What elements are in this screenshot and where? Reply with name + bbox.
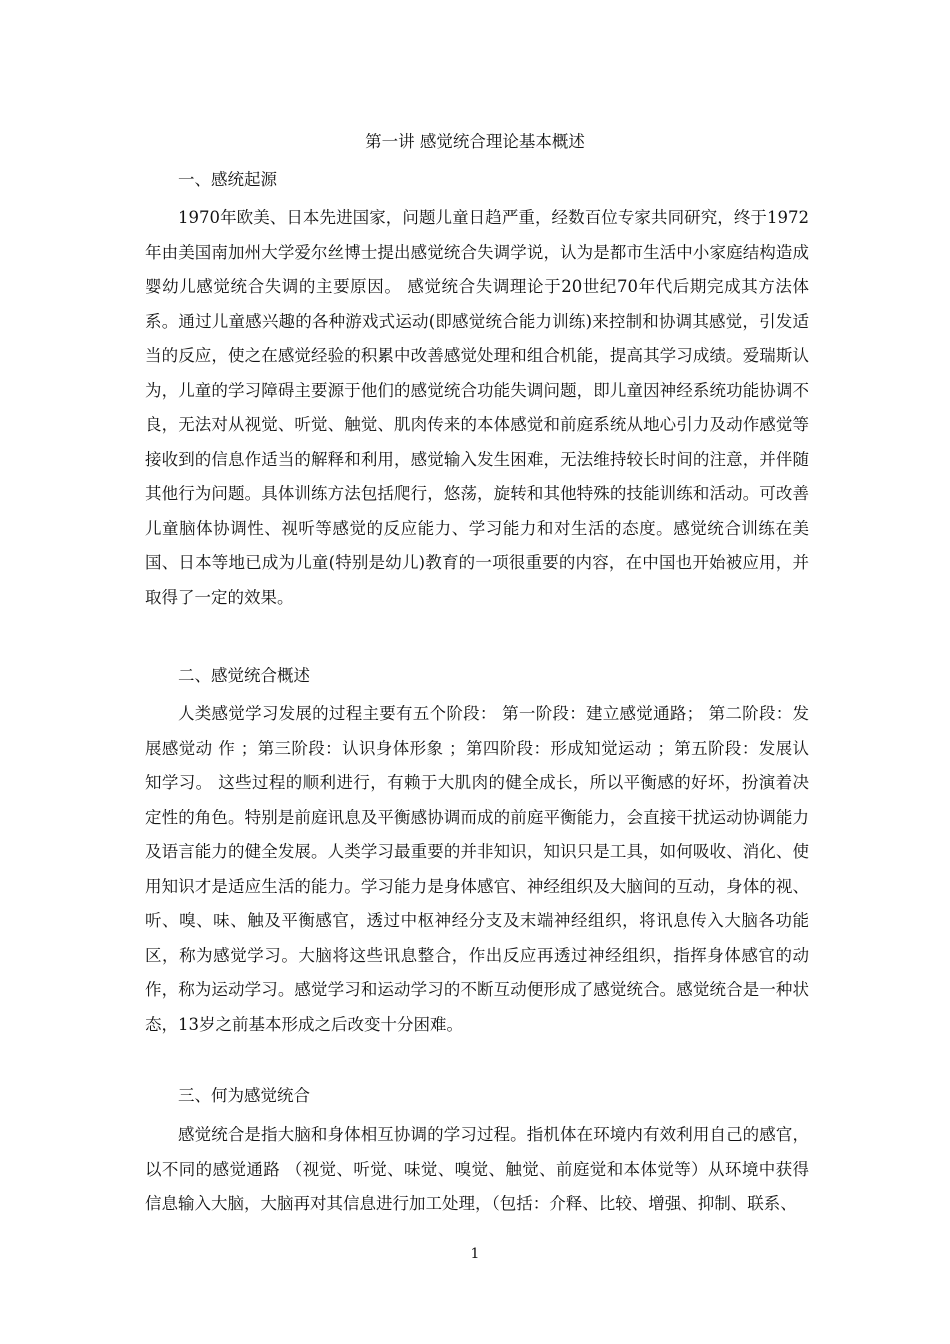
section-paragraph-definition: 感觉统合是指大脑和身体相互协调的学习过程。指机体在环境内有效利用自己的感官，以不同的感觉通路 （视觉、听觉、味觉、嗅觉、触觉、前庭觉和本体觉等）从环境中获得信息输入大脑，大脑再对其信息进行加工处理，（包括：介释、比较、增强、抑制、联系、 <box>145 1125 809 1213</box>
section-paragraph-overview: 人类感觉学习发展的过程主要有五个阶段： 第一阶段：建立感觉通路； 第二阶段：发展感觉动 作 ；第三阶段：认识身体形象 ；第四阶段：形成知觉运动 ；第五阶段：发展认知学习。 这些过程的顺利进行，有赖于大肌肉的健全成长，所以平衡感的好坏，扮演着决定性的角色。特别是前庭讯息及平衡感协调而成的前庭平衡能力，会直接干扰运动协调能力及语言能力的健全发展。人类学习最重要的并非知识，知识只是工具，如何吸收、消化、使用知识才是适应生活的能力。学习能力是身体感官、神经组织及大脑间的互动，身体的视、听、嗅、味、触及平衡感官，透过中枢神经分支及末端神经组织，将讯息传入大脑各功能区，称为感觉学习。大脑将这些讯息整合，作出反应再透过神经组织，指挥身体感官的动作，称为运动学习。感觉学习和运动学习的不断互动便形成了感觉统合。感觉统合是一种状态，13岁之前基本形成之后改变十分困难。 <box>145 704 809 1034</box>
section-paragraph-origin: 1970年欧美、日本先进国家，问题儿童日趋严重，经数百位专家共同研究，终于1972年由美国南加州大学爱尔丝博士提出感觉统合失调学说，认为是都市生活中小家庭结构造成婴幼儿感觉统合失调的主要原因。 感觉统合失调理论于20世纪70年代后期完成其方法体系。通过儿童感兴趣的各种游戏式运动(即感觉统合能力训练)来控制和协调其感觉，引发适当的反应，使之在感觉经验的积累中改善感觉处理和组合机能，提高其学习成绩。爱瑞斯认为，儿童的学习障碍主要源于他们的感觉统合功能失调问题，即儿童因神经系统功能协调不良，无法对从视觉、听觉、触觉、肌肉传来的本体感觉和前庭系统从地心引力及动作感觉等接收到的信息作适当的解释和利用，感觉输入发生困难，无法维持较长时间的注意，并伴随其他行为问题。具体训练方法包括爬行，悠荡，旋转和其他特殊的技能训练和活动。可改善儿童脑体协调性、视听等感觉的反应能力、学习能力和对生活的态度。感觉统合训练在美国、日本等地已成为儿童(特别是幼儿)教育的一项很重要的内容，在中国也开始被应用，并取得了一定的效果。 <box>145 208 809 607</box>
section-heading-origin: 一、感统起源 <box>178 170 277 189</box>
page-number: 1 <box>470 1246 480 1262</box>
section-heading-definition: 三、何为感觉统合 <box>178 1086 310 1105</box>
section-heading-overview: 二、感觉统合概述 <box>178 666 310 685</box>
document-title: 第一讲 感觉统合理论基本概述 <box>365 132 585 151</box>
